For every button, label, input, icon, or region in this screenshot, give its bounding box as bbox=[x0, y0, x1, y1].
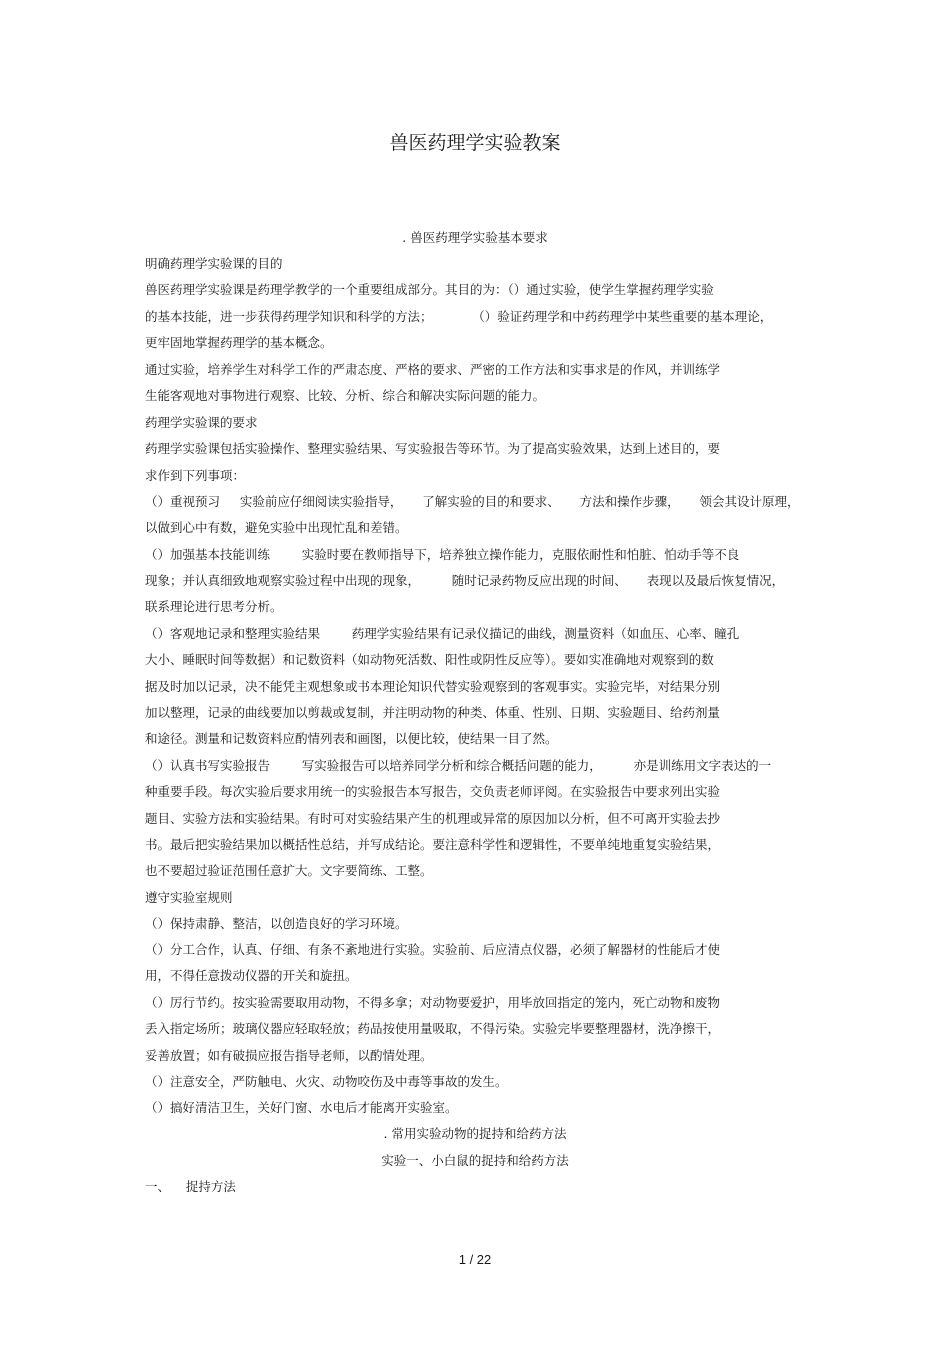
text-line: 兽医药理学实验课是药理学教学的一个重要组成部分。其目的为：（）通过实验，使学生掌握药理学实验 bbox=[145, 282, 714, 297]
text-line: 大小、睡眠时间等数据）和记数资料（如动物死活数、阳性或阴性反应等）。要如实准确地对观察到的数 bbox=[145, 652, 714, 667]
text-line: （）保持肃静、整洁，以创造良好的学习环境。 bbox=[145, 916, 408, 931]
text-line: 更牢固地掌握药理学的基本概念。 bbox=[145, 335, 333, 350]
text-line: （）分工合作，认真、仔细、有条不紊地进行实验。实验前、后应清点仪器，必须了解器材的性能后才使 bbox=[145, 942, 721, 957]
text-line: 丢入指定场所；玻璃仪器应轻取轻放；药品按使用量吸取，不得污染。实验完毕要整理器材，洗净擦干， bbox=[145, 1021, 721, 1036]
text-line: 种重要手段。每次实验后要求用统一的实验报告本写报告，交负责老师评阅。在实验报告中要求列出实验 bbox=[145, 784, 721, 799]
text-line: （）厉行节约。按实验需要取用动物，不得多拿；对动物要爱护，用毕放回指定的笼内，死亡动物和废物 bbox=[145, 995, 721, 1010]
text-line: 题目、实验方法和实验结果。有时可对实验结果产生的机理或异常的原因加以分析，但不可离开实验去抄 bbox=[145, 811, 721, 826]
section-heading: . 常用实验动物的捉持和给药方法 bbox=[383, 1126, 567, 1141]
text-line: 妥善放置；如有破损应报告指导老师，以酌情处理。 bbox=[145, 1048, 433, 1063]
text-line: 和途径。测量和记数资料应酌情列表和画图，以便比较，使结果一目了然。 bbox=[145, 731, 558, 746]
text-line: 明确药理学实验课的目的 bbox=[145, 256, 283, 271]
text-line: 书。最后把实验结果加以概括性总结，并写成结论。要注意科学性和逻辑性，不要单纯地重复实验结果， bbox=[145, 837, 721, 852]
text-line: （）加强基本技能训练 实验时要在教师指导下，培养独立操作能力，克服依耐性和怕脏、怕动手等不良 bbox=[145, 547, 740, 562]
text-line: （）注意安全，严防触电、火灾、动物咬伤及中毒等事故的发生。 bbox=[145, 1074, 508, 1089]
section-heading: . 兽医药理学实验基本要求 bbox=[402, 230, 548, 245]
text-line: 求作到下列事项： bbox=[145, 468, 246, 483]
text-line: 现象；并认真细致地观察实验过程中出现的现象， 随时记录药物反应出现的时间、 表现以及最后恢复情况， bbox=[145, 573, 785, 588]
text-line: （）重视预习 实验前应仔细阅读实验指导， 了解实验的目的和要求、 方法和操作步骤， 领会其设计原理， bbox=[145, 494, 800, 509]
text-line: 生能客观地对事物进行观察、比较、分析、综合和解决实际问题的能力。 bbox=[145, 388, 546, 403]
subheading: 一、 捉持方法 bbox=[145, 1179, 236, 1194]
text-line: 也不要超过验证范围任意扩大。文字要简练、工整。 bbox=[145, 863, 433, 878]
text-line: 用，不得任意拨动仪器的开关和旋扭。 bbox=[145, 968, 358, 983]
text-line: 据及时加以记录，决不能凭主观想象或书本理论知识代替实验观察到的客观事实。实验完毕，对结果分别 bbox=[145, 679, 721, 694]
text-line: （）搞好清洁卫生，关好门窗、水电后才能离开实验室。 bbox=[145, 1100, 458, 1115]
text-line: （）认真书写实验报告 写实验报告可以培养同学分析和综合概括问题的能力， 亦是训练用文字表达的一 bbox=[145, 758, 772, 773]
page-number: 1 / 22 bbox=[458, 1252, 492, 1267]
text-line: （）客观地记录和整理实验结果 药理学实验结果有记录仪描记的曲线，测量资料（如血压、心率、瞳孔 bbox=[145, 626, 740, 641]
text-line: 药理学实验课的要求 bbox=[145, 415, 258, 430]
text-line: 药理学实验课包括实验操作、整理实验结果、写实验报告等环节。为了提高实验效果，达到上述目的，要 bbox=[145, 441, 721, 456]
text-line: 通过实验，培养学生对科学工作的严肃态度、严格的要求、严密的工作方法和实事求是的作风，并训练学 bbox=[145, 362, 721, 377]
text-line: 以做到心中有数，避免实验中出现忙乱和差错。 bbox=[145, 520, 408, 535]
document-title: 兽医药理学实验教案 bbox=[389, 132, 561, 154]
text-line: 遵守实验室规则 bbox=[145, 890, 233, 905]
text-line: 联系理论进行思考分析。 bbox=[145, 599, 283, 614]
experiment-heading: 实验一、小白鼠的捉持和给药方法 bbox=[381, 1153, 569, 1168]
text-line: 加以整理，记录的曲线要加以剪裁或复制，并注明动物的种类、体重、性别、日期、实验题目、给药剂量 bbox=[145, 705, 721, 720]
text-line: 的基本技能，进一步获得药理学知识和科学的方法； （）验证药理学和中药药理学中某些重要的基本理论， bbox=[145, 309, 773, 324]
